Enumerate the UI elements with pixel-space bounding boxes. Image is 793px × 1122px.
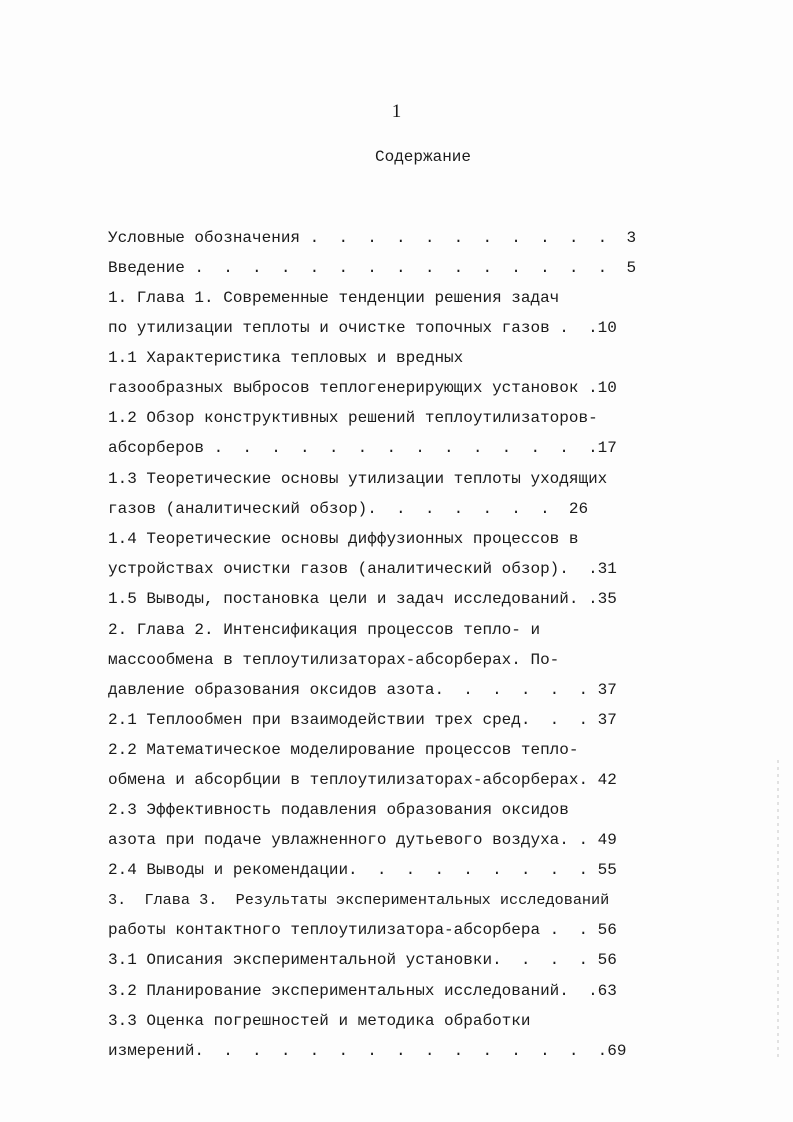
page-number: 1 — [391, 101, 402, 122]
toc-line: абсорберов . . . . . . . . . . . . . .17 — [108, 439, 617, 457]
toc-line: 1.3 Теоретические основы утилизации теплоты уходящих — [108, 470, 608, 488]
toc-line: 3.3 Оценка погрешностей и методика обработки — [108, 1012, 531, 1030]
toc-line: 1.4 Теоретические основы диффузионных процессов в — [108, 530, 579, 548]
toc-line: 3.2 Планирование экспериментальных исследований. .63 — [108, 982, 617, 1000]
toc-line: по утилизации теплоты и очистке топочных газов . .10 — [108, 319, 617, 337]
toc-line: Условные обозначения . . . . . . . . . . . 3 — [108, 229, 637, 247]
toc-line: работы контактного теплоутилизатора-абсорбера . . 56 — [108, 921, 617, 939]
toc-line: 3. Глава 3. Результаты экспериментальных исследований — [108, 891, 610, 909]
toc-line: 1. Глава 1. Современные тенденции решения задач — [108, 289, 560, 307]
toc-line: 1.1 Характеристика тепловых и вредных — [108, 349, 464, 367]
toc-line: 1.2 Обзор конструктивных решений теплоутилизаторов- — [108, 409, 598, 427]
toc-line: 1.5 Выводы, постановка цели и задач исследований. .35 — [108, 590, 617, 608]
toc-line: устройствах очистки газов (аналитический обзор). .31 — [108, 560, 617, 578]
toc-line: 2.1 Теплообмен при взаимодействии трех сред. . . 37 — [108, 711, 617, 729]
toc-line: 2. Глава 2. Интенсификация процессов тепло- и — [108, 621, 541, 639]
toc-line: 3.1 Описания экспериментальной установки. . . . 56 — [108, 951, 617, 969]
toc-line: измерений. . . . . . . . . . . . . . .69 — [108, 1042, 627, 1060]
page-title: Содержание — [374, 148, 471, 166]
toc-line: газов (аналитический обзор). . . . . . . 26 — [108, 500, 589, 518]
toc-line: 2.3 Эффективность подавления образования оксидов — [108, 801, 569, 819]
toc-line: 2.4 Выводы и рекомендации. . . . . . . . . 55 — [108, 861, 617, 879]
toc-line: обмена и абсорбции в теплоутилизаторах-абсорберах. 42 — [108, 771, 617, 789]
toc-line: газообразных выбросов теплогенерирующих установок .10 — [108, 379, 617, 397]
toc-line: давление образования оксидов азота. . . . . . 37 — [108, 681, 617, 699]
toc-line: массообмена в теплоутилизаторах-абсорберах. По- — [108, 651, 560, 669]
toc-line: Введение . . . . . . . . . . . . . . . 5 — [108, 259, 637, 277]
toc-line: азота при подаче увлажненного дутьевого воздуха. . 49 — [108, 831, 617, 849]
toc-line: 2.2 Математическое моделирование процессов тепло- — [108, 741, 579, 759]
